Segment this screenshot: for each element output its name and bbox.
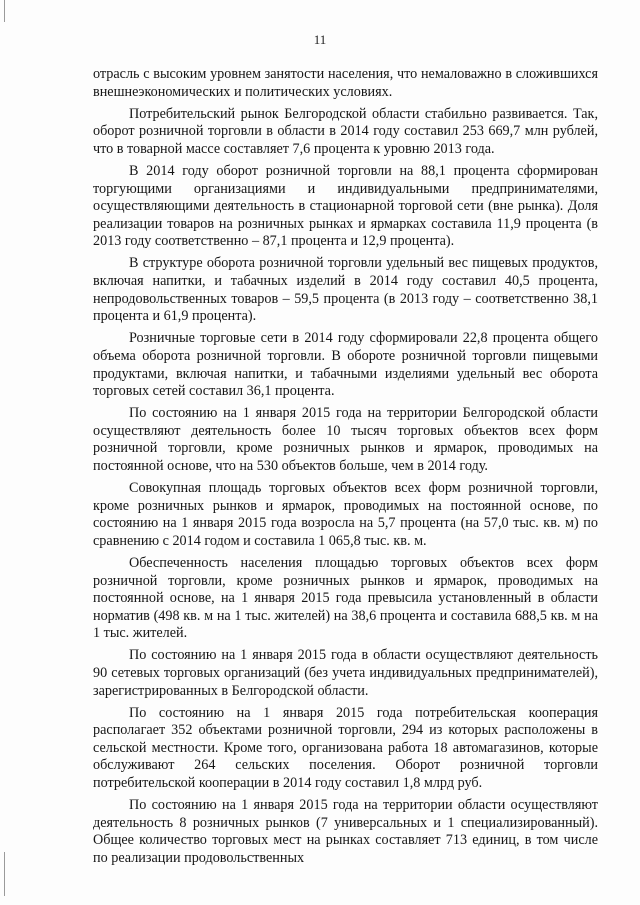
paragraph: Розничные торговые сети в 2014 году сформировали 22,8 процента общего объема оборота розничной торговли. В обороте розничной торговли пищевыми продуктами, включая напитки, и табачными изделиями удельный вес оборота торговых сетей составил 36,1 процента. <box>93 330 598 400</box>
paragraph: Потребительский рынок Белгородской области стабильно развивается. Так, оборот розничной торговли в области в 2014 году составил 253 669,7 млн рублей, что в товарной массе составляет 7,6 процента к уровню 2013 года. <box>93 105 598 157</box>
scan-margin-mark <box>4 0 5 22</box>
paragraph: По состоянию на 1 января 2015 года на территории Белгородской области осуществляют деятельность более 10 тысяч торговых объектов всех форм розничной торговли, кроме розничных рынков и ярмарок, проводимых на постоянной основе, что на 530 объектов больше, чем в 2014 году. <box>93 405 598 474</box>
paragraph: По состоянию на 1 января 2015 года на территории области осуществляют деятельность 8 розничных рынков (7 универсальных и 1 специализированный). Общее количество торговых мест на рынках составляет 713 единиц, в том числе по реализации продовольственных <box>93 797 598 866</box>
paragraph: По состоянию на 1 января 2015 года в области осуществляют деятельность 90 сетевых торговых организаций (без учета индивидуальных предпринимателей), зарегистрированных в Белгородской области. <box>93 647 598 699</box>
paragraph: По состоянию на 1 января 2015 года потребительская кооперация располагает 352 объектами розничной торговли, 294 из которых расположены в сельской местности. Кроме того, организована работа 18 автомагазинов, которые обслуживают 264 сельских поселения. Оборот розничной торговли потребительской кооперации в 2014 году составил 1,8 млрд руб. <box>93 704 598 792</box>
paragraph: Обеспеченность населения площадью торговых объектов всех форм розничной торговли, кроме розничных рынков и ярмарок, проводимых на постоянной основе, на 1 января 2015 года превысила установленный в области норматив (498 кв. м на 1 тыс. жителей) на 38,6 процента и составила 688,5 кв. м на 1 тыс. жителей. <box>93 554 598 642</box>
paragraph: Совокупная площадь торговых объектов всех форм розничной торговли, кроме розничных рынков и ярмарок, проводимых на постоянной основе, по состоянию на 1 января 2015 года возросла на 5,7 процента (на 57,0 тыс. кв. м) по сравнению с 2014 годом и составила 1 065,8 тыс. кв. м. <box>93 480 598 549</box>
page-number: 11 <box>313 32 327 47</box>
paragraph: В 2014 году оборот розничной торговли на 88,1 процента сформирован торгующими организациями и индивидуальными предпринимателями, осуществляющими деятельность в стационарной торговой сети (вне рынка). Доля реализации товаров на розничных рынках и ярмарках составила 11,9 процента (в 2013 году соответственно – 87,1 процента и 12,9 процента). <box>93 162 598 250</box>
paragraph: отрасль с высоким уровнем занятости населения, что немаловажно в сложившихся внешнеэкономических и политических условиях. <box>93 66 598 100</box>
document-body <box>93 66 598 872</box>
paragraph: В структуре оборота розничной торговли удельный вес пищевых продуктов, включая напитки, и табачных изделий в 2014 году составил 40,5 процента, непродовольственных товаров – 59,5 процента (в 2013 году – соответственно 38,1 процента и 61,9 процента). <box>93 255 598 325</box>
scan-margin-mark <box>4 852 5 896</box>
